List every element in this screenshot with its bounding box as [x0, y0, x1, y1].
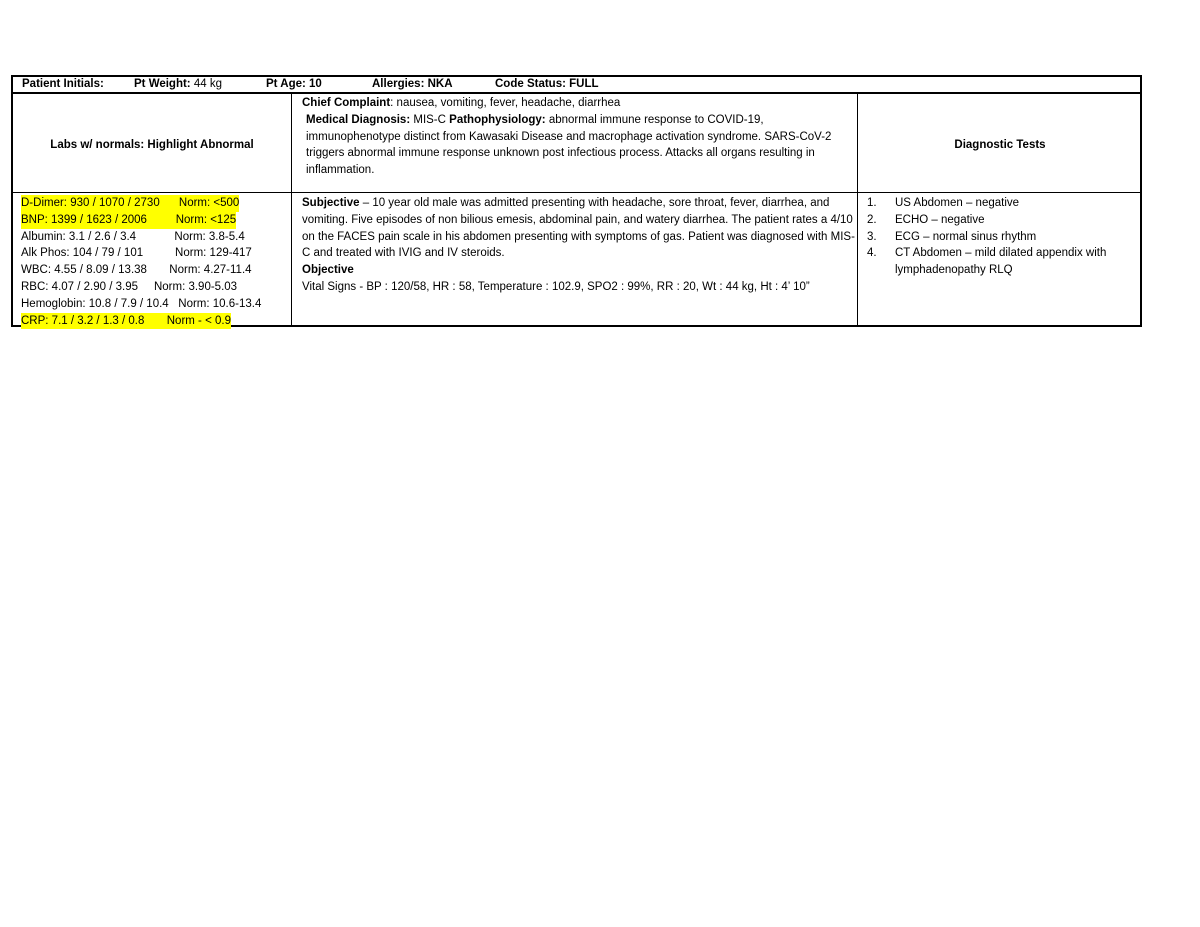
- diagnostic-test-text: CT Abdomen – mild dilated appendix with lymphadenopathy RLQ: [895, 247, 1107, 277]
- assessment-block: [302, 95, 855, 179]
- lab-value: Hemoglobin: 10.8 / 7.9 / 10.4 Norm: 10.6-13.4: [21, 297, 262, 310]
- pt-weight: [134, 77, 222, 92]
- subjective-objective-block: [302, 195, 855, 296]
- diagnostic-test-item: [859, 229, 1139, 246]
- subjective: [302, 195, 855, 262]
- lab-value: Alk Phos: 104 / 79 / 101 Norm: 129-417: [21, 247, 252, 260]
- lab-value-abnormal: D-Dimer: 930 / 1070 / 2730 Norm: <500: [21, 195, 239, 212]
- pathophysiology-text: abnormal immune response to COVID-19, immunophenotype distinct from Kawasaki Disease and macrophage activation syndrome. SARS-CoV-2 triggers abnormal immune response unknown post infectious process. Attacks all organs resulting in inflammation.: [306, 113, 832, 177]
- pt-weight-value: 44 kg: [190, 78, 222, 90]
- lab-row: [21, 195, 291, 212]
- medical-diagnosis-label: Medical Diagnosis:: [306, 113, 411, 126]
- diagnostic-test-text: ECHO – negative: [895, 213, 985, 226]
- column-divider: [857, 94, 858, 325]
- labs-list: [21, 195, 291, 329]
- diagnostic-test-text: ECG – normal sinus rhythm: [895, 230, 1037, 243]
- diagnostic-test-item: [859, 212, 1139, 229]
- patient-info-row: [13, 77, 1140, 94]
- column-divider: [291, 94, 292, 325]
- chief-complaint-label: Chief Complaint: [302, 97, 391, 109]
- diagnostic-test-number: 3.: [867, 230, 877, 243]
- lab-row: [21, 296, 291, 313]
- diagnostic-test-item: [859, 245, 1139, 279]
- lab-row: [21, 245, 291, 262]
- lab-value-abnormal: BNP: 1399 / 1623 / 2006 Norm: <125: [21, 212, 236, 229]
- vital-signs: Vital Signs - BP : 120/58, HR : 58, Temperature : 102.9, SPO2 : 99%, RR : 20, Wt : 44 kg, Ht : 4’ 10”: [302, 280, 810, 293]
- code-status: Code Status: FULL: [495, 78, 599, 90]
- chief-complaint: [302, 95, 855, 112]
- lab-row: [21, 229, 291, 246]
- diagnostic-tests-heading: Diagnostic Tests: [954, 139, 1046, 151]
- diagnostic-test-number: 2.: [867, 213, 877, 226]
- lab-value: WBC: 4.55 / 8.09 / 13.38 Norm: 4.27-11.4: [21, 264, 252, 277]
- objective-label: Objective: [302, 264, 354, 277]
- lab-row: [21, 212, 291, 229]
- lab-row: [21, 313, 291, 330]
- subjective-text: – 10 year old male was admitted presenting with headache, sore throat, fever, diarrhea, and vomiting. Five episodes of non bilious emesis, abdominal pain, and watery diarrhea. The patient rates a 4/10 on the FACES pain scale in his abdomen presenting with symptoms of gas. Patient was diagnosed with MIS-C and treated with IVIG and IV steroids.: [302, 197, 855, 260]
- lab-value: Albumin: 3.1 / 2.6 / 3.4 Norm: 3.8-5.4: [21, 230, 245, 243]
- diagnostic-tests-ordered-list: [859, 195, 1139, 279]
- lab-row: [21, 279, 291, 296]
- diagnostic-test-number: 4.: [867, 247, 877, 260]
- labs-heading: Labs w/ normals: Highlight Abnormal: [50, 139, 254, 151]
- diagnostic-test-item: [859, 195, 1139, 212]
- lab-row: [21, 262, 291, 279]
- care-plan-table: [11, 75, 1142, 327]
- pt-weight-label: Pt Weight:: [134, 78, 191, 90]
- diagnostic-test-number: 1.: [867, 197, 877, 209]
- lab-value-abnormal: CRP: 7.1 / 3.2 / 1.3 / 0.8 Norm - < 0.9: [21, 313, 231, 330]
- pt-age: Pt Age: 10: [266, 78, 322, 90]
- diagnostic-test-text: US Abdomen – negative: [895, 197, 1020, 209]
- subjective-label: Subjective: [302, 197, 360, 209]
- allergies: Allergies: NKA: [372, 78, 453, 90]
- pathophysiology-label: Pathophysiology:: [449, 113, 546, 126]
- diagnosis-and-pathophysiology: [302, 112, 855, 179]
- lab-value: RBC: 4.07 / 2.90 / 3.95 Norm: 3.90-5.03: [21, 280, 238, 293]
- row-divider: [13, 192, 1140, 193]
- chief-complaint-text: : nausea, vomiting, fever, headache, diarrhea: [390, 97, 621, 109]
- patient-initials-label: Patient Initials:: [22, 78, 104, 90]
- medical-diagnosis-text: MIS-C: [410, 113, 450, 126]
- diagnostic-tests-list: [859, 195, 1139, 279]
